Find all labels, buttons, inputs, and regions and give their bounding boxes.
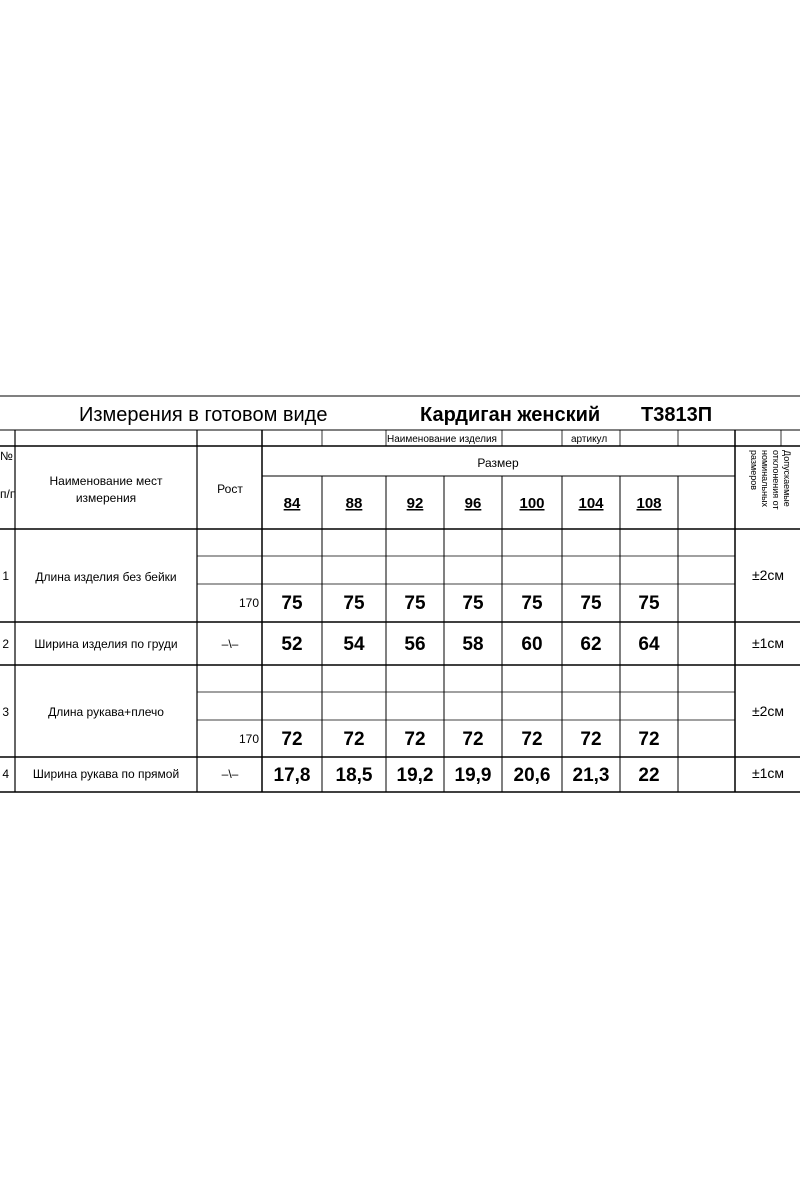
sheet-title: Измерения в готовом виде bbox=[79, 404, 328, 426]
size-header-88: 88 bbox=[345, 495, 363, 512]
row-value-size-84: 72 bbox=[281, 729, 303, 750]
row-value-size-92: 72 bbox=[404, 729, 426, 750]
number-column-header-line2: п/п bbox=[0, 487, 17, 501]
svg-text:отклонения от: отклонения от bbox=[771, 450, 781, 510]
row-value-size-84: 75 bbox=[281, 593, 303, 614]
table-row bbox=[2, 567, 784, 614]
row-measurement-name: Длина рукава+плечо bbox=[48, 705, 164, 719]
row-value-size-100: 60 bbox=[521, 634, 543, 655]
row-tolerance: ±1см bbox=[751, 765, 785, 781]
row-value-size-104: 62 bbox=[580, 634, 602, 655]
row-value-size-88: 54 bbox=[343, 634, 365, 655]
row-height: 170 bbox=[238, 732, 259, 746]
table-grid bbox=[0, 396, 800, 792]
row-value-size-108: 64 bbox=[638, 634, 660, 655]
size-header-108: 108 bbox=[636, 495, 662, 512]
product-article: Т3813П bbox=[641, 404, 713, 426]
row-measurement-name: Ширина изделия по груди bbox=[34, 637, 178, 651]
row-value-size-92: 56 bbox=[404, 634, 426, 655]
row-value-size-96: 58 bbox=[462, 634, 484, 655]
tolerance-column-header bbox=[749, 450, 792, 510]
svg-text:номинальных: номинальных bbox=[760, 450, 770, 508]
size-headers bbox=[284, 495, 662, 512]
row-value-size-100: 75 bbox=[521, 593, 543, 614]
row-number: 2 bbox=[2, 637, 9, 651]
size-group-header: Размер bbox=[477, 456, 519, 470]
product-name-caption: Наименование изделия bbox=[387, 434, 497, 445]
name-column-header: Наименование мест bbox=[49, 474, 163, 488]
article-caption: артикул bbox=[571, 434, 608, 445]
row-value-size-84: 17,8 bbox=[273, 765, 311, 786]
table-row bbox=[2, 703, 784, 750]
table-row bbox=[2, 634, 784, 655]
svg-text:размеров: размеров bbox=[749, 450, 759, 491]
row-height: –\– bbox=[221, 767, 239, 781]
row-value-size-92: 75 bbox=[404, 593, 426, 614]
row-measurement-name: Ширина рукава по прямой bbox=[32, 767, 180, 781]
height-column-header: Рост bbox=[217, 482, 243, 496]
row-number: 3 bbox=[2, 705, 9, 719]
row-value-size-96: 19,9 bbox=[454, 765, 492, 786]
row-number: 4 bbox=[2, 767, 9, 781]
product-name: Кардиган женский bbox=[420, 404, 601, 426]
row-value-size-84: 52 bbox=[281, 634, 303, 655]
row-number: 1 bbox=[2, 569, 9, 583]
name-column-header-line2: измерения bbox=[75, 491, 137, 505]
table-row bbox=[2, 765, 784, 786]
size-header-84: 84 bbox=[283, 495, 301, 512]
row-value-size-104: 21,3 bbox=[572, 765, 610, 786]
row-measurement-name: Длина изделия без бейки bbox=[35, 570, 177, 584]
row-value-size-108: 75 bbox=[638, 593, 660, 614]
row-tolerance: ±2см bbox=[751, 567, 785, 583]
size-header-96: 96 bbox=[464, 495, 482, 512]
row-value-size-88: 72 bbox=[343, 729, 365, 750]
row-value-size-104: 72 bbox=[580, 729, 602, 750]
row-value-size-96: 72 bbox=[462, 729, 484, 750]
svg-text:Допускаемые: Допускаемые bbox=[782, 450, 792, 507]
row-height: 170 bbox=[238, 596, 259, 610]
row-value-size-88: 18,5 bbox=[335, 765, 373, 786]
row-value-size-88: 75 bbox=[343, 593, 365, 614]
row-value-size-108: 22 bbox=[638, 765, 660, 786]
number-column-header: № bbox=[0, 449, 13, 463]
row-value-size-100: 72 bbox=[521, 729, 543, 750]
row-tolerance: ±2см bbox=[751, 703, 785, 719]
data-rows bbox=[2, 567, 784, 786]
row-value-size-100: 20,6 bbox=[513, 765, 551, 786]
row-value-size-104: 75 bbox=[580, 593, 602, 614]
size-header-100: 100 bbox=[519, 495, 545, 512]
row-value-size-92: 19,2 bbox=[396, 765, 434, 786]
row-height: –\– bbox=[221, 637, 239, 651]
size-header-104: 104 bbox=[578, 495, 604, 512]
row-value-size-108: 72 bbox=[638, 729, 660, 750]
row-value-size-96: 75 bbox=[462, 593, 484, 614]
size-header-92: 92 bbox=[406, 495, 424, 512]
row-tolerance: ±1см bbox=[751, 635, 785, 651]
